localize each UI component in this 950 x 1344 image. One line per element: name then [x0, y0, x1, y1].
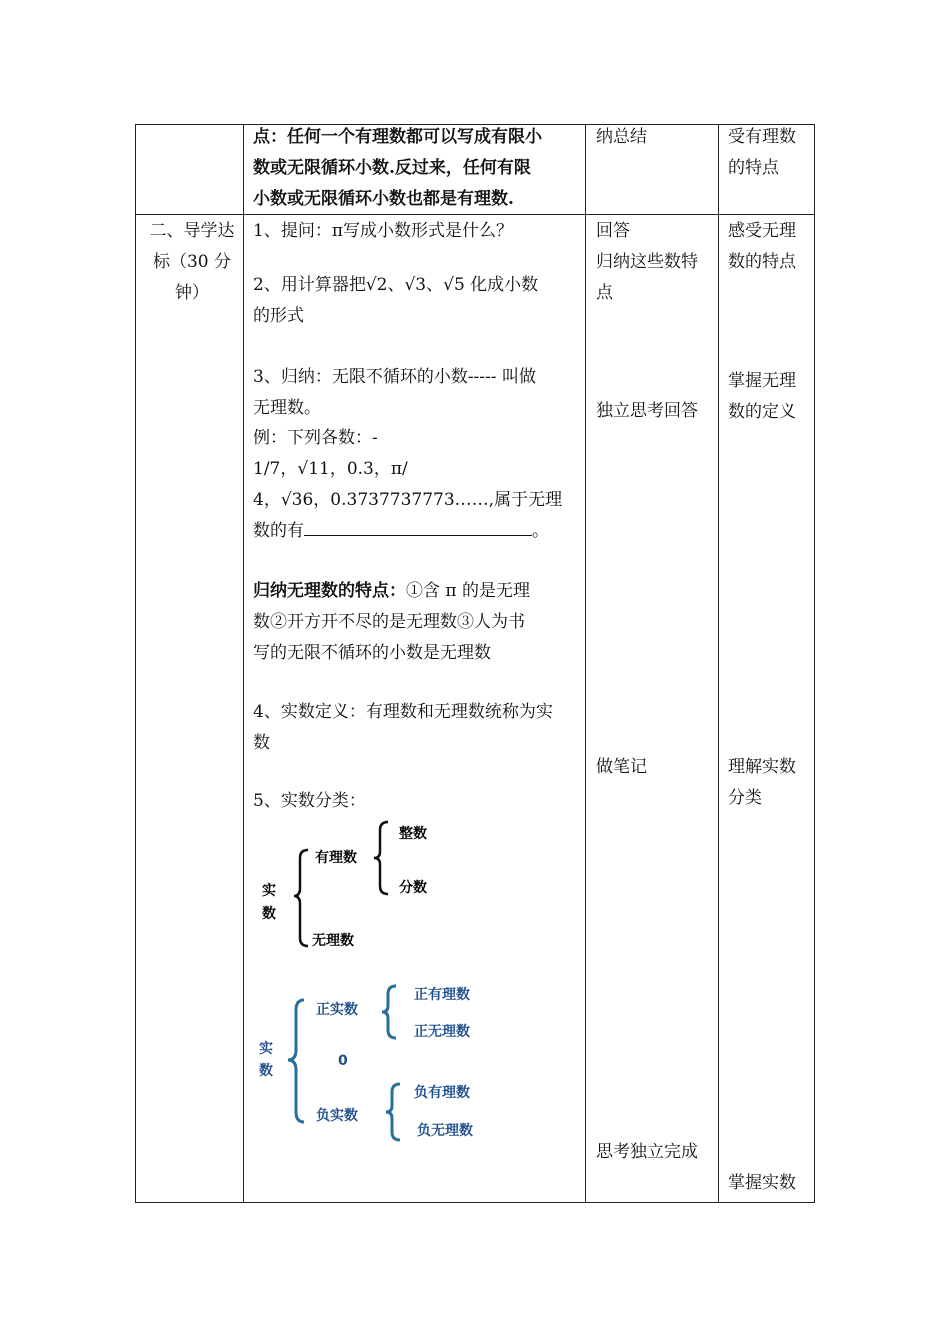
feature-line: 数②开方开不尽的是无理数③人为书 — [253, 612, 525, 632]
intent-line: 分类 — [728, 788, 762, 808]
diagram1-brace-outer — [294, 850, 308, 946]
intent-master-real: 掌握实数 — [728, 1173, 796, 1193]
intent-line: 理解实数 — [728, 757, 796, 777]
diagram2-zero: 0 — [338, 1053, 348, 1069]
student-notes: 做笔记 — [596, 757, 647, 777]
example-tail-end: 。 — [532, 521, 549, 541]
question-2-line: 的形式 — [253, 306, 304, 326]
diagram2-negative: 负实数 — [316, 1108, 358, 1124]
student-answer: 回答 — [596, 221, 630, 241]
student-summarize-line: 归纳这些数特 — [596, 252, 698, 272]
question-4-line: 数 — [253, 733, 270, 753]
intent-line: 数的特点 — [728, 252, 796, 272]
diagram2-neg-rational: 负有理数 — [414, 1085, 470, 1101]
intent-line: 感受无理 — [728, 221, 796, 241]
diagram1-brace-inner — [374, 822, 388, 894]
diagram2-neg-irrational: 负无理数 — [417, 1123, 473, 1139]
example-tail: 数的有 — [253, 521, 304, 541]
example-line: 1/7，√11，0.3，π/ — [253, 459, 408, 479]
student-complete: 思考独立完成 — [596, 1142, 698, 1162]
example-line: 4，√36，0.3737737773……,属于无理 — [253, 490, 563, 510]
diagram1-root-top: 实 — [262, 883, 276, 899]
question-3-line: 3、归纳：无限不循环的小数----- 叫做 — [253, 367, 536, 387]
intent-feel-irrational — [728, 216, 796, 278]
diagram2-positive: 正实数 — [316, 1002, 358, 1018]
intent-line: 掌握无理 — [728, 371, 796, 391]
example-line: 例：下列各数：- — [253, 428, 378, 448]
intent-line: 受有理数 — [728, 127, 796, 147]
diagram2-brace-negative — [386, 1084, 400, 1140]
student-summarize-line: 点 — [596, 283, 613, 303]
question-3-line: 无理数。 — [253, 398, 321, 418]
intent-line: 的特点 — [728, 158, 779, 178]
diagram2-root-top: 实 — [259, 1041, 273, 1057]
question-4-line: 4、实数定义：有理数和无理数统称为实 — [253, 702, 553, 722]
intent-master-definition — [728, 366, 796, 428]
diagram1-integer: 整数 — [399, 826, 427, 842]
stage-line: 钟） — [175, 283, 209, 303]
student-summarize — [596, 247, 698, 309]
diagram2-root-bottom: 数 — [259, 1063, 273, 1079]
diagram2-pos-irrational: 正无理数 — [414, 1024, 470, 1040]
diagram2-brace-outer — [288, 1000, 304, 1122]
intent-line: 数的定义 — [728, 402, 796, 422]
row1-line: 数或无限循环小数.反过来，任何有限 — [253, 158, 531, 178]
diagram2-pos-rational: 正有理数 — [414, 987, 470, 1003]
stage-line: 标（30 分 — [152, 252, 232, 272]
diagram1-rational: 有理数 — [315, 850, 357, 866]
question-2-line: 2、用计算器把√2、√3、√5 化成小数 — [253, 275, 539, 295]
diagram2-brace-positive — [382, 986, 396, 1038]
stage-line: 二、导学达 — [149, 221, 235, 241]
feature-label: 归纳无理数的特点： — [253, 581, 406, 601]
intent-understand-classification — [728, 752, 796, 814]
diagram1-irrational: 无理数 — [312, 933, 354, 949]
question-5: 5、实数分类： — [253, 791, 366, 811]
feature-text: ①含 π 的是无理 — [406, 581, 530, 601]
row1-line: 小数或无限循环小数也都是有理数. — [253, 189, 514, 209]
diagram1-fraction: 分数 — [399, 880, 427, 896]
row1-line: 点：任何一个有理数都可以写成有限小 — [253, 127, 542, 147]
row1-student-activity: 纳总结 — [596, 127, 647, 147]
diagram1-root-bottom: 数 — [262, 906, 276, 922]
feature-line: 写的无限不循环的小数是无理数 — [253, 643, 491, 663]
student-think: 独立思考回答 — [596, 401, 698, 421]
question-1: 1、提问：π写成小数形式是什么？ — [253, 221, 513, 241]
